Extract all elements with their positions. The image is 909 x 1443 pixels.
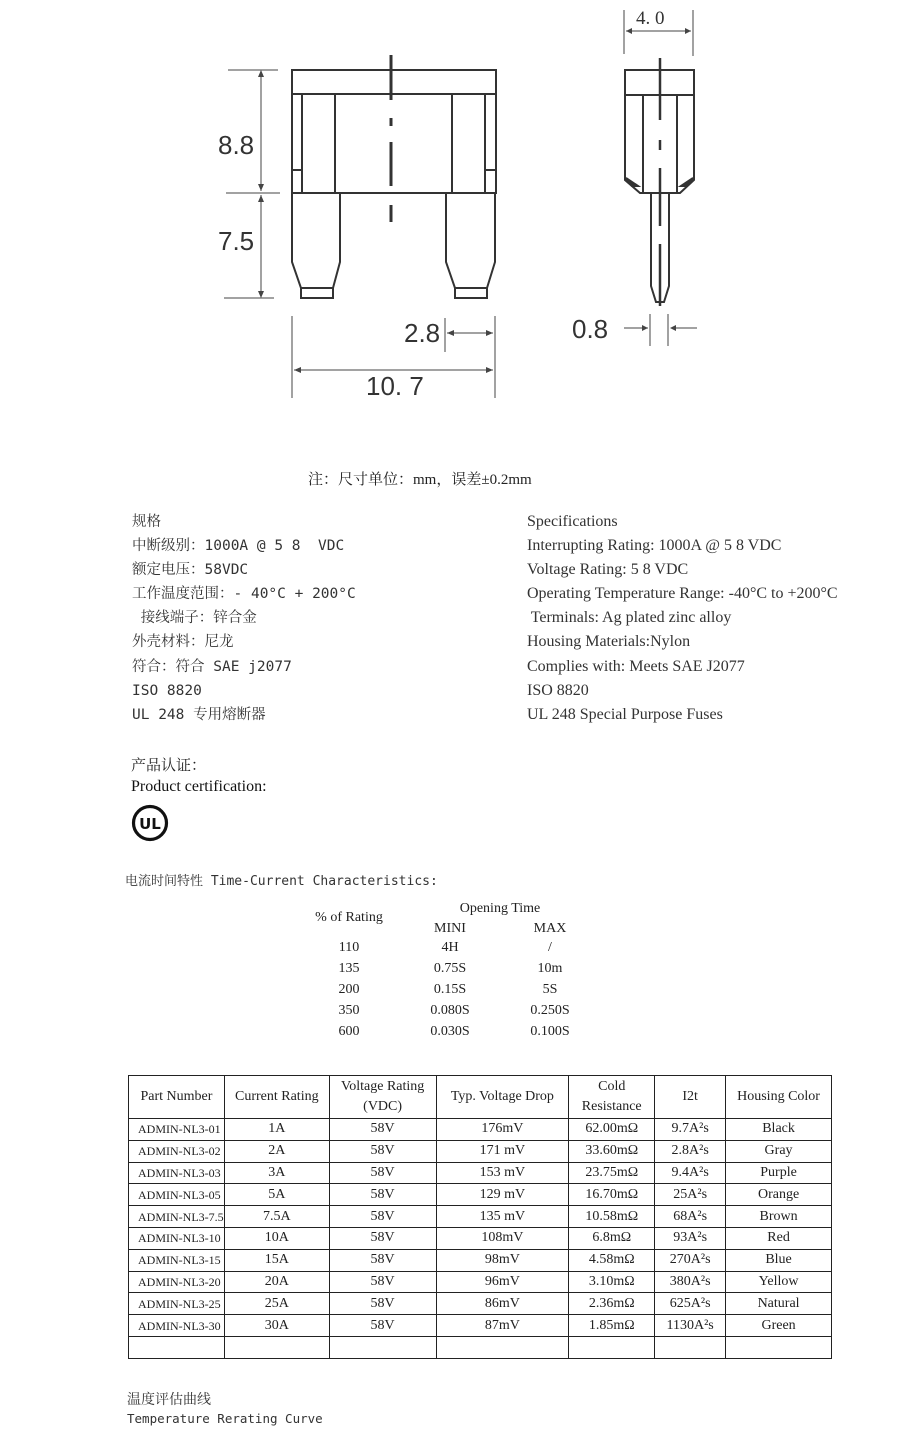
parts-table-header: [129, 1076, 832, 1119]
specs-en-line: Interrupting Rating: 1000A @ 5 8 VDC: [527, 537, 782, 555]
parts-table: [128, 1075, 832, 1359]
cell-voltage-rating: 58V: [329, 1119, 436, 1141]
cell-cold-resistance: 16.70mΩ: [569, 1184, 655, 1206]
cell-voltage-rating: 58V: [329, 1206, 436, 1228]
cell-i2t: 625A²s: [655, 1293, 726, 1315]
col-header-mini: MINI: [434, 921, 466, 936]
table-row: [129, 1249, 832, 1271]
table-row: [129, 1315, 832, 1337]
fuse-side-view-drawing: [560, 0, 720, 360]
cell-voltage-rating: 58V: [329, 1271, 436, 1293]
dimension-note: 注：尺寸单位：mm，误差±0.2mm: [308, 472, 532, 488]
header-part-number: Part Number: [129, 1076, 225, 1119]
rerating-title-en: Temperature Rerating Curve: [127, 1411, 323, 1426]
tcc-cell-min: 4H: [441, 940, 459, 955]
cell-voltage-drop: 176mV: [436, 1119, 569, 1141]
ul-logo-text: UL: [139, 815, 161, 833]
certification-label-en: Product certification:: [131, 778, 267, 795]
cell-part-number: ADMIN-NL3-02: [129, 1140, 225, 1162]
specs-cn-line: 外壳材料：尼龙: [132, 634, 234, 651]
fuse-front-view-drawing: [200, 0, 520, 420]
dim-blade-width: 2.8: [404, 318, 441, 348]
cell-current-rating: 25A: [224, 1293, 329, 1315]
cell-cold-resistance: 10.58mΩ: [569, 1206, 655, 1228]
cell-voltage-rating: 58V: [329, 1249, 436, 1271]
specs-english: [527, 510, 838, 727]
cell-housing-color: Orange: [726, 1184, 832, 1206]
col-header-rating: % of Rating: [315, 910, 383, 925]
specs-en-line: Terminals: Ag plated zinc alloy: [527, 609, 732, 627]
tcc-cell-min: 0.080S: [430, 1003, 470, 1018]
dim-thickness: 4. 0: [636, 8, 665, 29]
cell-cold-resistance: 62.00mΩ: [569, 1119, 655, 1141]
cell-current-rating: 15A: [224, 1249, 329, 1271]
cell-part-number: ADMIN-NL3-7.5: [129, 1206, 225, 1228]
table-row: [129, 1119, 832, 1141]
cell-current-rating: 7.5A: [224, 1206, 329, 1228]
cell-part-number: ADMIN-NL3-03: [129, 1162, 225, 1184]
cell-housing-color: Gray: [726, 1140, 832, 1162]
tcc-cell-max: 5S: [542, 982, 558, 997]
cell-housing-color: [726, 1336, 832, 1358]
specs-cn-line: ISO 8820: [132, 682, 202, 699]
specs-en-title: Specifications: [527, 513, 618, 530]
cell-part-number: ADMIN-NL3-10: [129, 1227, 225, 1249]
header-cold-resistance: Cold Resistance: [569, 1076, 655, 1119]
tcc-cell-min: 0.030S: [430, 1024, 470, 1039]
col-header-opening-time: Opening Time: [459, 901, 541, 916]
specs-cn-title: 规格: [132, 514, 161, 530]
cell-cold-resistance: 6.8mΩ: [569, 1227, 655, 1249]
specs-cn-line: 符合：符合 SAE j2077: [132, 658, 292, 675]
tcc-cell-min: 0.75S: [433, 961, 467, 976]
cell-cold-resistance: 3.10mΩ: [569, 1271, 655, 1293]
tcc-cell-min: 0.15S: [433, 982, 467, 997]
cell-i2t: 93A²s: [655, 1227, 726, 1249]
cell-housing-color: Purple: [726, 1162, 832, 1184]
specs-chinese: [132, 510, 356, 727]
cell-housing-color: Green: [726, 1315, 832, 1337]
cell-i2t: 2.8A²s: [655, 1140, 726, 1162]
specs-en-line: ISO 8820: [527, 681, 589, 699]
right-blade-outline: [446, 193, 495, 298]
cell-housing-color: Brown: [726, 1206, 832, 1228]
cell-part-number: ADMIN-NL3-30: [129, 1315, 225, 1337]
specs-en-line: Operating Temperature Range: -40°C to +200°C: [527, 585, 838, 603]
rerating-title-cn: 温度评估曲线: [127, 1393, 211, 1408]
cell-voltage-drop: 108mV: [436, 1227, 569, 1249]
cell-voltage-rating: 58V: [329, 1227, 436, 1249]
dim-body-height: 8.8: [218, 130, 255, 160]
cell-current-rating: 30A: [224, 1315, 329, 1337]
cell-voltage-rating: 58V: [329, 1162, 436, 1184]
cell-part-number: ADMIN-NL3-25: [129, 1293, 225, 1315]
cell-voltage-drop: 153 mV: [436, 1162, 569, 1184]
cell-voltage-drop: 171 mV: [436, 1140, 569, 1162]
table-row: [129, 1140, 832, 1162]
table-row: [129, 1336, 832, 1358]
table-row: [129, 1293, 832, 1315]
cell-voltage-drop: [436, 1336, 569, 1358]
cell-cold-resistance: 2.36mΩ: [569, 1293, 655, 1315]
cell-part-number: ADMIN-NL3-15: [129, 1249, 225, 1271]
table-row: [129, 1271, 832, 1293]
specs-cn-line: UL 248 专用熔断器: [132, 706, 266, 723]
cell-cold-resistance: [569, 1336, 655, 1358]
cell-i2t: 9.4A²s: [655, 1162, 726, 1184]
header-current-rating: Current Rating: [224, 1076, 329, 1119]
time-current-table: [300, 898, 600, 1048]
col-header-max: MAX: [533, 921, 567, 936]
specs-cn-line: 中断级别：1000A @ 5 8 VDC: [132, 538, 345, 555]
tcc-cell-rating: 600: [338, 1024, 360, 1039]
tcc-cell-rating: 350: [338, 1003, 360, 1018]
ul-logo-icon: [131, 804, 169, 842]
cell-i2t: [655, 1336, 726, 1358]
cell-housing-color: Natural: [726, 1293, 832, 1315]
cell-current-rating: 20A: [224, 1271, 329, 1293]
certification-label-cn: 产品认证：: [131, 758, 207, 774]
cell-i2t: 25A²s: [655, 1184, 726, 1206]
cell-part-number: ADMIN-NL3-20: [129, 1271, 225, 1293]
table-row: [129, 1227, 832, 1249]
cell-housing-color: Blue: [726, 1249, 832, 1271]
cell-current-rating: 5A: [224, 1184, 329, 1206]
cell-current-rating: [224, 1336, 329, 1358]
specs-en-line: Voltage Rating: 5 8 VDC: [527, 561, 689, 579]
cell-voltage-drop: 86mV: [436, 1293, 569, 1315]
cell-voltage-rating: 58V: [329, 1315, 436, 1337]
tcc-cell-max: /: [548, 940, 552, 955]
specs-en-line: Complies with: Meets SAE J2077: [527, 657, 745, 675]
cell-i2t: 270A²s: [655, 1249, 726, 1271]
cell-i2t: 380A²s: [655, 1271, 726, 1293]
tcc-cell-max: 0.100S: [530, 1024, 570, 1039]
cell-i2t: 1130A²s: [655, 1315, 726, 1337]
cell-voltage-drop: 98mV: [436, 1249, 569, 1271]
fuse-cap-outline: [292, 70, 496, 94]
tcc-cell-rating: 135: [338, 961, 360, 976]
cell-voltage-drop: 96mV: [436, 1271, 569, 1293]
cell-part-number: [129, 1336, 225, 1358]
specs-en-line: UL 248 Special Purpose Fuses: [527, 705, 723, 723]
tcc-cell-rating: 110: [338, 940, 360, 955]
cell-voltage-rating: 58V: [329, 1293, 436, 1315]
specs-en-line: Housing Materials:Nylon: [527, 633, 691, 651]
cell-cold-resistance: 23.75mΩ: [569, 1162, 655, 1184]
specs-cn-line: 接线端子：锌合金: [132, 610, 257, 627]
cell-current-rating: 10A: [224, 1227, 329, 1249]
tcc-cell-max: 10m: [537, 961, 563, 976]
cell-voltage-drop: 135 mV: [436, 1206, 569, 1228]
left-blade-outline: [292, 193, 340, 298]
cell-current-rating: 3A: [224, 1162, 329, 1184]
tcc-cell-rating: 200: [338, 982, 360, 997]
header-voltage-rating: Voltage Rating (VDC): [329, 1076, 436, 1119]
cell-cold-resistance: 4.58mΩ: [569, 1249, 655, 1271]
cell-i2t: 68A²s: [655, 1206, 726, 1228]
cell-housing-color: Red: [726, 1227, 832, 1249]
header-i2t: I2t: [655, 1076, 726, 1119]
header-voltage-drop: Typ. Voltage Drop: [436, 1076, 569, 1119]
cell-voltage-rating: [329, 1336, 436, 1358]
table-row: [129, 1184, 832, 1206]
fuse-body-outline: [292, 94, 496, 193]
dim-blade-height: 7.5: [218, 226, 255, 256]
cell-current-rating: 1A: [224, 1119, 329, 1141]
specs-cn-line: 额定电压：58VDC: [132, 562, 249, 579]
specs-cn-line: 工作温度范围：- 40°C + 200°C: [132, 586, 356, 603]
cell-current-rating: 2A: [224, 1140, 329, 1162]
cell-housing-color: Yellow: [726, 1271, 832, 1293]
cell-housing-color: Black: [726, 1119, 832, 1141]
dim-blade-thickness: 0.8: [572, 314, 609, 344]
cell-voltage-drop: 129 mV: [436, 1184, 569, 1206]
cell-i2t: 9.7A²s: [655, 1119, 726, 1141]
cell-voltage-rating: 58V: [329, 1184, 436, 1206]
tcc-cell-max: 0.250S: [530, 1003, 570, 1018]
table-row: [129, 1206, 832, 1228]
cell-cold-resistance: 33.60mΩ: [569, 1140, 655, 1162]
dim-total-width: 10. 7: [366, 371, 424, 401]
header-housing-color: Housing Color: [726, 1076, 832, 1119]
cell-part-number: ADMIN-NL3-05: [129, 1184, 225, 1206]
time-current-title: 电流时间特性 Time-Current Characteristics:: [125, 874, 438, 889]
cell-voltage-rating: 58V: [329, 1140, 436, 1162]
cell-part-number: ADMIN-NL3-01: [129, 1119, 225, 1141]
table-row: [129, 1162, 832, 1184]
cell-voltage-drop: 87mV: [436, 1315, 569, 1337]
cell-cold-resistance: 1.85mΩ: [569, 1315, 655, 1337]
